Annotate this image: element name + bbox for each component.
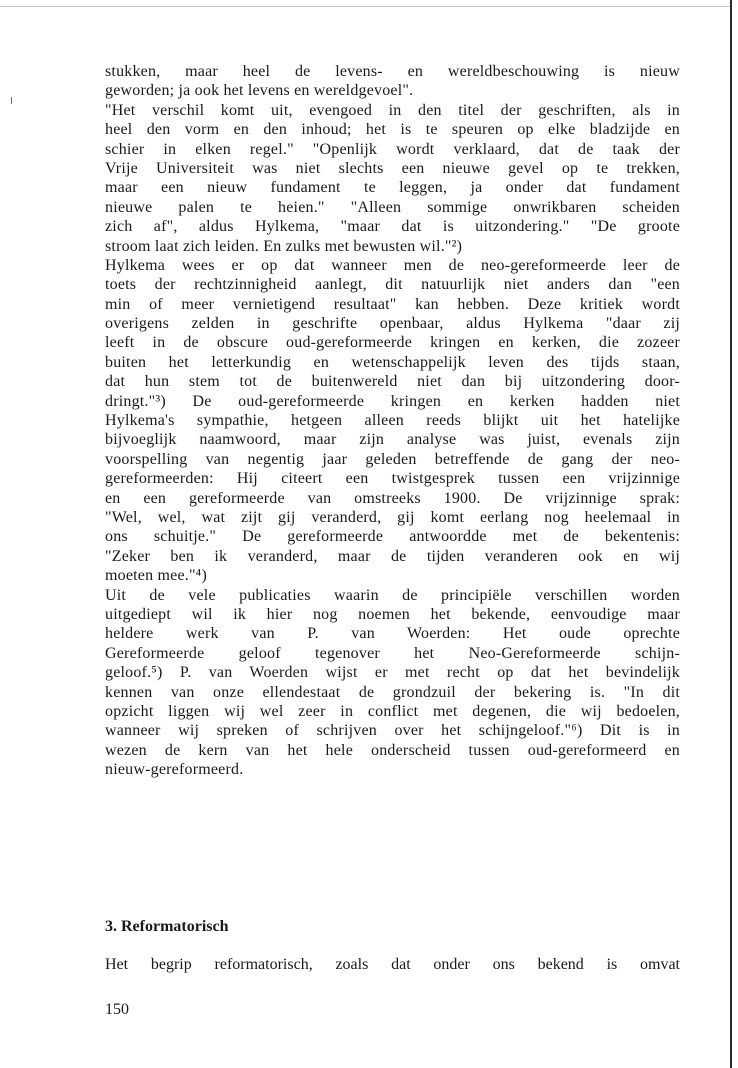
page-number: 150	[105, 1001, 129, 1018]
text-line: Vrije Universiteit was niet slechts een nieuwe gevel op te trekken,	[105, 159, 680, 177]
text-line: voorspelling van negentig jaar geleden betreffende de gang der neo-	[105, 450, 680, 468]
text-line: heldere werk van P. van Woerden: Het oude oprechte	[105, 625, 680, 643]
text-line: heel den vorm en den inhoud; het is te speuren op elke bladzijde en	[105, 121, 680, 139]
scan-margin-mark	[11, 97, 12, 104]
text-line: nieuw-gereformeerd.	[105, 761, 244, 779]
text-line: toets der rechtzinnigheid aanlegt, dit natuurlijk niet anders dan "een	[105, 276, 680, 294]
text-line: opzicht liggen wij wel zeer in conflict met degenen, die wij bedoelen,	[105, 702, 680, 720]
text-line: geloof.⁵) P. van Woerden wijst er met recht op dat het bevindelijk	[105, 664, 680, 682]
scan-top-rule	[0, 6, 730, 7]
text-line: moeten mee."⁴)	[105, 567, 207, 585]
text-line: leeft in de obscure oud-gereformeerde kringen en kerken, die zozeer	[105, 334, 680, 352]
text-line: ons schuitje." De gereformeerde antwoordde met de bekentenis:	[105, 528, 680, 546]
text-line: "Het verschil komt uit, evengoed in den titel der geschriften, als in	[105, 101, 680, 119]
scan-right-edge	[730, 0, 732, 1068]
text-line: Hylkema wees er op dat wanneer men de neo-gereformeerde leer de	[105, 256, 680, 274]
text-line: schier in elken regel." "Openlijk wordt verklaard, dat de taak der	[105, 140, 680, 158]
text-line: min of meer vernietigend resultaat" kan hebben. Deze kritiek wordt	[105, 295, 680, 313]
text-line: maar een nieuw fundament te leggen, ja onder dat fundament	[105, 179, 680, 197]
section-heading: 3. Reformatorisch	[105, 918, 229, 935]
text-line: kennen van onze ellendestaat de grondzuil der bekering is. "In dit	[105, 683, 680, 701]
text-line: nieuwe palen te heien." "Alleen sommige onwrikbaren scheiden	[105, 198, 680, 216]
text-line: uitgediept wil ik hier nog noemen het bekende, eenvoudige maar	[105, 605, 680, 623]
text-line: dringt."³) De oud-gereformeerde kringen en kerken hadden niet	[105, 392, 680, 410]
text-line: "Zeker ben ik veranderd, maar de tijden veranderen ook en wij	[105, 547, 680, 565]
text-line: wanneer wij spreken of schrijven over het schijngeloof."⁶) Dit is in	[105, 722, 680, 740]
text-line: buiten het letterkundig en wetenschappelijk leven des tijds staan,	[105, 353, 680, 371]
text-line: gereformeerden: Hij citeert een twistgesprek tussen een vrijzinnige	[105, 470, 680, 488]
text-line: "Wel, wel, wat zijt gij veranderd, gij komt eerlang nog heelemaal in	[105, 508, 680, 526]
text-line: stroom laat zich leiden. En zulks met bewusten wil."²)	[105, 237, 463, 255]
text-line: geworden; ja ook het levens en wereldgevoel".	[105, 82, 414, 100]
text-line: overigens zelden in geschrifte openbaar, aldus Hylkema "daar zij	[105, 315, 680, 333]
section-first-line: Het begrip reformatorisch, zoals dat onder ons bekend is omvat	[105, 956, 680, 973]
text-line: Uit de vele publicaties waarin de principiële verschillen worden	[105, 586, 680, 604]
text-line: en een gereformeerde van omstreeks 1900. De vrijzinnige sprak:	[105, 489, 680, 507]
text-line: dat hun stem tot de buitenwereld niet dan bij uitzondering door-	[105, 373, 680, 391]
text-line: zich af", aldus Hylkema, "maar dat is uitzondering." "De groote	[105, 218, 680, 236]
text-line: Hylkema's sympathie, hetgeen alleen reeds blijkt uit het hatelijke	[105, 412, 680, 430]
text-line: bijvoeglijk naamwoord, maar zijn analyse was juist, evenals zijn	[105, 431, 680, 449]
text-line: wezen de kern van het hele onderscheid tussen oud-gereformeerd en	[105, 741, 680, 759]
body-text	[105, 62, 680, 779]
text-line: stukken, maar heel de levens- en wereldbeschouwing is nieuw	[105, 63, 680, 80]
text-line: Gereformeerde geloof tegenover het Neo-Gereformeerde schijn-	[105, 644, 680, 662]
